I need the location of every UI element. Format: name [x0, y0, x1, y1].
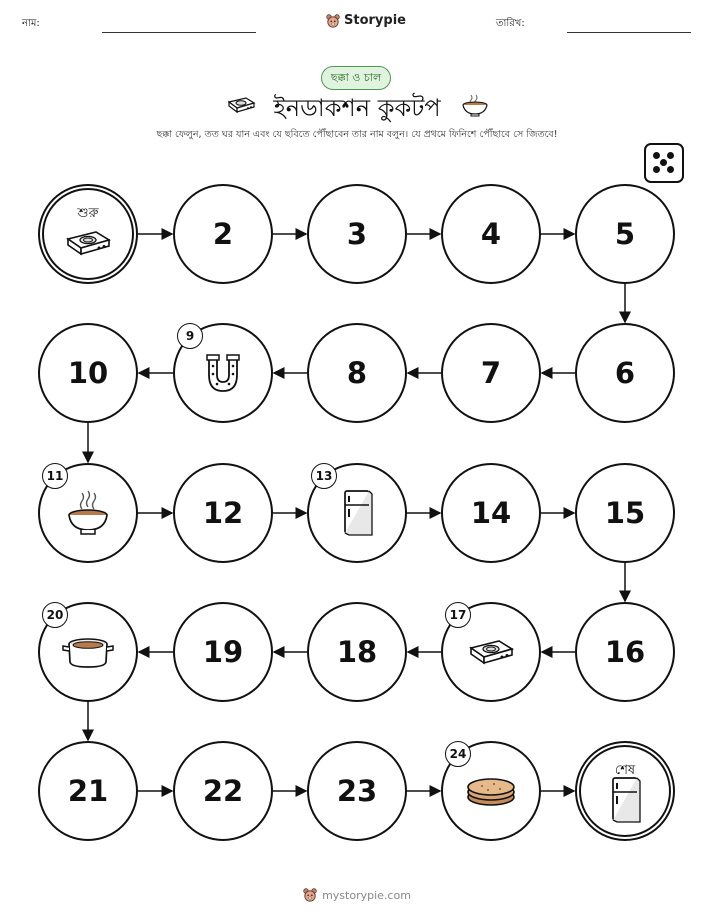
board-cell[interactable] [307, 463, 407, 563]
cell-number: 7 [480, 356, 502, 390]
board-cell[interactable] [38, 323, 138, 423]
board-cell[interactable] [307, 323, 407, 423]
cell-number: 23 [336, 774, 378, 808]
board-cell[interactable] [38, 602, 138, 702]
board-cell[interactable] [441, 463, 541, 563]
bear-logo-icon [303, 888, 317, 902]
cell-number: 3 [346, 217, 368, 251]
cooktop-icon [64, 226, 112, 260]
board-cell[interactable] [441, 323, 541, 423]
board-cell[interactable] [173, 602, 273, 702]
board-cell[interactable] [173, 741, 273, 841]
brand-name: Storypie [344, 13, 406, 28]
board-cell[interactable] [307, 184, 407, 284]
board-cell[interactable] [441, 741, 541, 841]
cell-number-chip: 24 [445, 741, 471, 767]
cell-number-chip: 13 [311, 463, 337, 489]
soup-bowl-icon [64, 489, 112, 537]
board-cell[interactable] [441, 184, 541, 284]
cell-number: 4 [480, 217, 502, 251]
board-cell[interactable] [173, 463, 273, 563]
finish-label: শেষ [614, 763, 636, 778]
board-cell[interactable] [173, 184, 273, 284]
cell-number-chip: 20 [42, 602, 68, 628]
board-cell[interactable] [307, 602, 407, 702]
instructions: ছক্কা ফেলুন, তত ঘর যান এবং যে ছবিতে পৌঁছাবেন তার নাম বলুন। যে প্রথমে ফিনিশে পৌঁছাবে সে জিতবে! [156, 129, 558, 140]
cell-number: 22 [202, 774, 244, 808]
board-cell[interactable] [173, 323, 273, 423]
date-label: তারিখ: [496, 18, 525, 29]
cell-number: 10 [67, 356, 109, 390]
finish-cell[interactable] [575, 741, 675, 841]
footer [0, 888, 714, 902]
cell-number: 6 [614, 356, 636, 390]
cell-number: 16 [604, 635, 646, 669]
board-cell[interactable] [575, 602, 675, 702]
cell-number: 21 [67, 774, 109, 808]
cooktop-icon [467, 635, 515, 669]
cell-number-chip: 17 [445, 602, 471, 628]
page-title: ইনডাকশন কুকটপ [273, 94, 441, 122]
cell-number: 14 [470, 496, 512, 530]
start-cell[interactable] [38, 184, 138, 284]
board-cell[interactable] [575, 323, 675, 423]
cell-number: 18 [336, 635, 378, 669]
cell-number: 2 [212, 217, 234, 251]
cell-number: 19 [202, 635, 244, 669]
name-label: নাম: [22, 18, 40, 29]
board-cell[interactable] [38, 463, 138, 563]
flatbread-icon [464, 771, 518, 811]
board-cell[interactable] [441, 602, 541, 702]
cell-number-chip: 11 [42, 463, 68, 489]
start-label: শুরু [77, 206, 99, 221]
cooking-pot-icon [61, 632, 115, 672]
game-type-badge: ছক্কা ও চাল [321, 66, 391, 90]
horseshoe-icon [202, 351, 244, 395]
cell-number: 12 [202, 496, 244, 530]
cell-number: 5 [614, 217, 636, 251]
cell-number-chip: 9 [177, 323, 203, 349]
board-cell[interactable] [307, 741, 407, 841]
board-cell[interactable] [575, 184, 675, 284]
cell-number: 8 [346, 356, 368, 390]
board-cell[interactable] [38, 741, 138, 841]
footer-url: mystorypie.com [322, 888, 411, 902]
board-cell[interactable] [575, 463, 675, 563]
refrigerator-icon [609, 775, 641, 825]
cell-number: 15 [604, 496, 646, 530]
refrigerator-icon [341, 488, 373, 538]
